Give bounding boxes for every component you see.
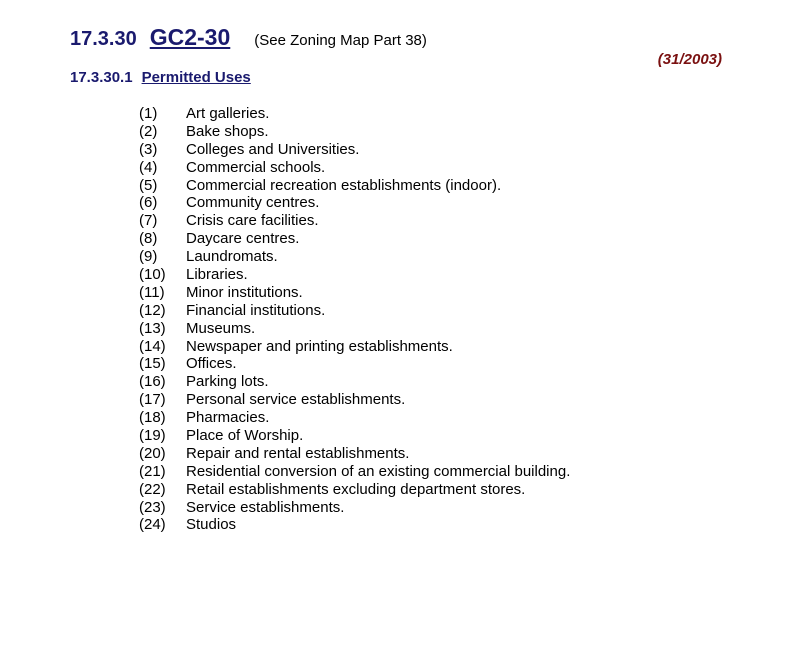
section-header bbox=[70, 24, 427, 58]
list-item-number: (23) bbox=[139, 498, 166, 516]
list-item-number: (6) bbox=[139, 194, 158, 212]
list-item bbox=[139, 463, 570, 481]
list-item-number: (16) bbox=[139, 373, 166, 391]
bylaw-reference: (31/2003) bbox=[657, 51, 722, 68]
list-item bbox=[139, 355, 570, 373]
list-item-text: Repair and rental establishments. bbox=[186, 444, 410, 462]
list-item-text: Personal service establishments. bbox=[186, 391, 406, 409]
subsection-number: 17.3.30.1 bbox=[70, 69, 133, 86]
list-item-number: (5) bbox=[139, 176, 158, 194]
list-item-text: Libraries. bbox=[186, 266, 248, 284]
list-item bbox=[139, 391, 570, 409]
list-item-number: (8) bbox=[139, 230, 158, 248]
list-item-number: (17) bbox=[139, 391, 166, 409]
list-item bbox=[139, 123, 570, 141]
list-item-text: Art galleries. bbox=[186, 105, 270, 122]
zone-code-link[interactable]: GC2-30 bbox=[149, 24, 231, 50]
zoning-map-reference: (See Zoning Map Part 38) bbox=[254, 32, 427, 49]
list-item-number: (2) bbox=[139, 122, 158, 140]
list-item-number: (13) bbox=[139, 319, 166, 337]
list-item-text: Newspaper and printing establishments. bbox=[186, 337, 453, 355]
list-item-text: Community centres. bbox=[186, 194, 320, 212]
list-item-number: (3) bbox=[139, 140, 158, 158]
list-item-number: (11) bbox=[139, 283, 165, 301]
list-item-text: Offices. bbox=[186, 355, 237, 373]
list-item bbox=[139, 373, 570, 391]
list-item-number: (10) bbox=[139, 266, 166, 284]
list-item bbox=[139, 338, 570, 356]
list-item-number: (21) bbox=[139, 462, 166, 480]
list-item-text: Crisis care facilities. bbox=[186, 212, 319, 230]
list-item bbox=[139, 141, 570, 159]
list-item bbox=[139, 194, 570, 212]
list-item bbox=[139, 516, 570, 534]
list-item bbox=[139, 445, 570, 463]
list-item-number: (12) bbox=[139, 301, 166, 319]
list-item bbox=[139, 409, 570, 427]
list-item-number: (14) bbox=[139, 337, 166, 355]
list-item bbox=[139, 284, 570, 302]
list-item bbox=[139, 248, 570, 266]
subsection-title-link[interactable]: Permitted Uses bbox=[141, 69, 251, 86]
list-item-number: (22) bbox=[139, 480, 166, 498]
list-item bbox=[139, 302, 570, 320]
list-item-text: Retail establishments excluding department stores. bbox=[186, 480, 526, 498]
list-item-number: (20) bbox=[139, 444, 166, 462]
list-item-text: Daycare centres. bbox=[186, 230, 300, 248]
list-item-number: (18) bbox=[139, 409, 166, 427]
list-item-number: (7) bbox=[139, 212, 158, 230]
list-item bbox=[139, 230, 570, 248]
list-item bbox=[139, 105, 570, 123]
list-item-number: (1) bbox=[139, 105, 158, 122]
list-item-text: Place of Worship. bbox=[186, 427, 304, 445]
list-item-number: (15) bbox=[139, 355, 166, 373]
list-item-text: Colleges and Universities. bbox=[186, 140, 360, 158]
list-item-text: Museums. bbox=[186, 319, 256, 337]
list-item-text: Financial institutions. bbox=[186, 301, 326, 319]
list-item-text: Parking lots. bbox=[186, 373, 269, 391]
list-item-text: Commercial schools. bbox=[186, 158, 326, 176]
list-item-text: Residential conversion of an existing commercial building. bbox=[186, 462, 571, 480]
list-item-number: (19) bbox=[139, 427, 166, 445]
list-item bbox=[139, 177, 570, 195]
permitted-uses-list bbox=[139, 105, 570, 534]
list-item-text: Bake shops. bbox=[186, 122, 269, 140]
subsection-heading bbox=[70, 69, 251, 86]
list-item-text: Minor institutions. bbox=[186, 283, 303, 301]
list-item bbox=[139, 320, 570, 338]
list-item-number: (4) bbox=[139, 158, 158, 176]
list-item bbox=[139, 266, 570, 284]
list-item-text: Pharmacies. bbox=[186, 409, 270, 427]
list-item-text: Laundromats. bbox=[186, 248, 278, 266]
list-item bbox=[139, 212, 570, 230]
list-item bbox=[139, 481, 570, 499]
list-item-text: Commercial recreation establishments (indoor). bbox=[186, 176, 502, 194]
list-item bbox=[139, 159, 570, 177]
list-item-text: Service establishments. bbox=[186, 498, 345, 516]
list-item bbox=[139, 499, 570, 517]
list-item bbox=[139, 427, 570, 445]
list-item-text: Studios bbox=[186, 516, 237, 534]
list-item-number: (24) bbox=[139, 516, 166, 534]
list-item-number: (9) bbox=[139, 248, 158, 266]
section-number: 17.3.30 bbox=[70, 28, 137, 50]
